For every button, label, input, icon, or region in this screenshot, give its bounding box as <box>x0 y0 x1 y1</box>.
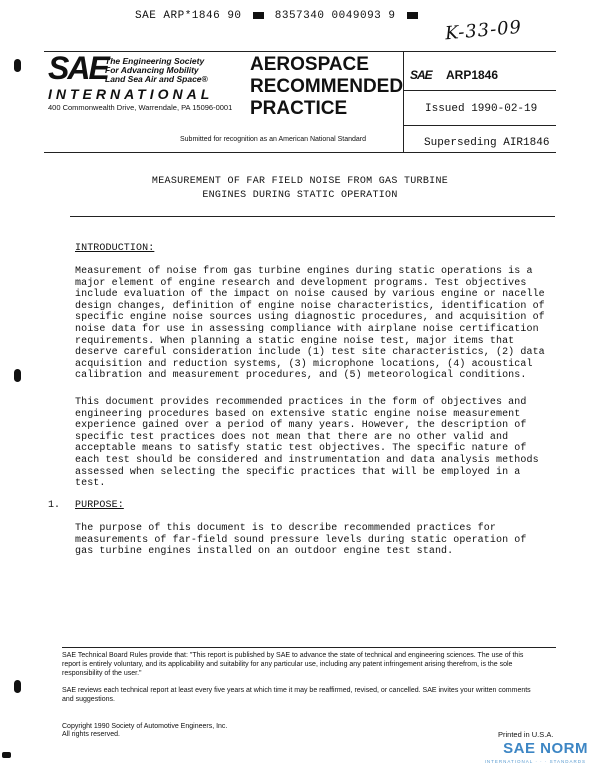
barcode-block <box>253 12 264 19</box>
code-part-2: 8357340 0049093 9 <box>274 10 396 22</box>
sae-logo: SAE <box>48 50 108 86</box>
punch-hole <box>14 680 21 693</box>
docbox-divider <box>404 90 556 91</box>
society-line: For Advancing Mobility <box>105 65 199 75</box>
section-heading: INTRODUCTION: <box>75 243 155 254</box>
review-note: SAE reviews each technical report at least every five years at which time it may be reaffirmed, revised, or cancelled. SAE invites your written comments and suggestions. <box>62 687 531 703</box>
handwritten-note: K-33-09 <box>444 16 523 45</box>
document-number: ARP1846 <box>446 68 499 82</box>
purpose-heading <box>75 500 550 512</box>
society-line: The Engineering Society <box>105 56 205 66</box>
introduction-heading <box>75 243 550 255</box>
code-part-1: SAE ARP*1846 90 <box>135 10 242 22</box>
document-title-line: ENGINES DURING STATIC OPERATION <box>202 190 398 201</box>
section-number: 1. <box>48 500 61 511</box>
society-line: Land Sea Air and Space® <box>105 74 208 84</box>
title-line: AEROSPACE <box>250 54 369 75</box>
sae-norm-subtitle: INTERNATIONAL · · · STANDARDS <box>484 759 586 764</box>
document-title-line: MEASUREMENT OF FAR FIELD NOISE FROM GAS TURBINE <box>151 176 449 187</box>
submitted-note: Submitted for recognition as an American National Standard <box>180 136 366 143</box>
title-rule <box>70 216 555 217</box>
punch-hole <box>14 369 21 382</box>
printed-in: Printed in U.S.A. <box>498 730 554 739</box>
document-code-line <box>135 10 422 22</box>
document-type-title <box>250 54 403 120</box>
barcode-block <box>407 12 418 19</box>
introduction-paragraph-2: This document provides recommended practices in the form of objectives and engineering procedures based on extensive static engine noise measurement experience gained over a period of many years. However, the description of specific test practices does not mean that there are no other valid and acceptable means to satisfy static test objectives. The specific nature of each test should be considered and instrumentation and data analysis methods assessed when selecting the specific practices that will be employed in a test. <box>75 397 539 490</box>
international-wordmark: INTERNATIONAL <box>48 86 214 102</box>
rights-reserved: All rights reserved. <box>62 731 120 738</box>
docbox-divider <box>404 125 556 126</box>
punch-hole <box>14 59 21 72</box>
copyright: Copyright 1990 Society of Automotive Engineers, Inc. <box>62 723 228 730</box>
scan-mark <box>2 752 11 758</box>
sae-norm-watermark: SAE NORM <box>503 740 588 757</box>
docbox-left-border <box>403 51 404 152</box>
title-line: PRACTICE <box>250 98 348 119</box>
society-tagline <box>105 57 208 84</box>
title-line: RECOMMENDED <box>250 76 404 97</box>
superseding-note: Superseding AIR1846 <box>424 137 550 149</box>
purpose-paragraph: The purpose of this document is to describe recommended practices for measurements of far-field sound pressure levels during static operation of gas turbine engines installed on an outdoor engine test stand. <box>75 523 527 558</box>
issued-date: Issued 1990-02-19 <box>425 103 538 115</box>
introduction-paragraph-1: Measurement of noise from gas turbine engines during static operations is a major element of engine research and development programs. Test objectives include evaluation of the impact on noise caused by various engine or nacelle design changes, definition of engine noise characteristics, identification of specific engine noise sources using diagnostic procedures, and acquisition of noise data for use in assessing compliance with airplane noise certification requirements. When planning a static engine noise test, major items that deserve careful consideration include (1) test site characteristics, (2) data acquisition and reduction systems, (3) microphone locations, (4) acoustical calibration and measurement procedures, and (5) meteorological conditions. <box>75 266 545 382</box>
header-bottom-rule <box>44 152 556 153</box>
section-heading: PURPOSE: <box>75 500 124 511</box>
society-address: 400 Commonwealth Drive, Warrendale, PA 15096-0001 <box>48 103 233 112</box>
footer-rule <box>62 647 556 648</box>
document-title <box>70 175 530 203</box>
header-top-rule <box>44 51 556 52</box>
docbox-sae-logo: SAE <box>410 68 432 82</box>
technical-board-rules: SAE Technical Board Rules provide that: "This report is published by SAE to advance the state of technical and engineering sciences. The use of this report is entirely voluntary, and its applicability and suitability for any particular use, including any patent infringement arising therefrom, is the sole responsibility of the user." <box>62 652 524 677</box>
registered-mark: ® <box>201 74 208 84</box>
